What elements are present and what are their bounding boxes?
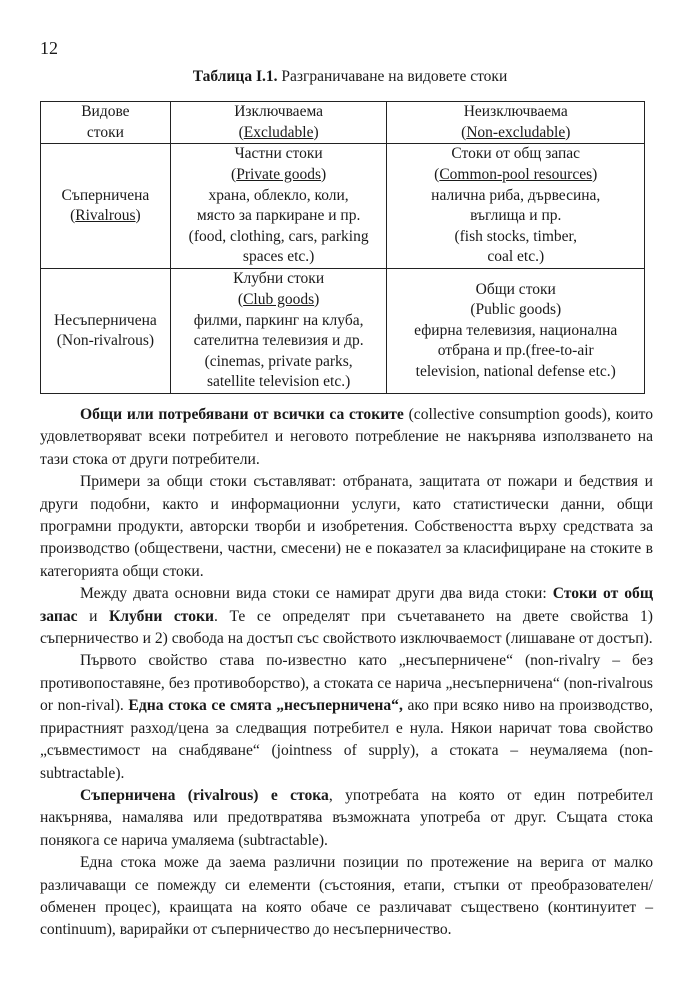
table-caption-title: Разграничаване на видовете стоки [277,68,508,85]
page-number: 12 [40,38,58,58]
p3-e: . Те се определят при съчетаването на двете свойства 1) съперничество и 2) свобода на достъп със свойството изключваемост (лишаване от достъп). [40,607,653,648]
table-row-non-rivalrous [41,269,645,394]
cell-public-goods [387,269,645,394]
common-pool-bg-1: налична риба, дървесина, [431,186,601,204]
club-goods-bg-1: филми, паркинг на клуба, [193,311,364,329]
club-goods-title: Клубни стоки [233,270,325,288]
row-label-non-rivalrous-bg: Несъперничена [54,311,157,329]
row-label-rivalrous-en-text: Rivalrous [75,207,136,225]
p3-c: и [77,607,109,625]
public-goods-en: (Public goods) [470,301,562,319]
row-label-non-rivalrous [41,269,171,394]
paragraph-1 [40,404,653,471]
table-corner-cell [41,102,171,144]
body-text [40,404,653,942]
cell-common-pool [387,144,645,269]
public-goods-bg-3: television, national defense etc.) [415,363,616,381]
common-pool-title: Стоки от общ запас [451,145,581,163]
table-caption [0,68,700,86]
public-goods-bg-1: ефирна телевизия, национална [414,321,618,339]
common-pool-en-text: Common-pool resources [439,166,593,183]
club-goods-en-text: Club goods [243,291,315,308]
private-goods-en: (Private goods) [231,166,327,183]
p1-text: (collective consumption goods), които удовлетворяват всеки потребител и неговото потребление не накърнява използването на тази стока от други потребители. [40,406,654,468]
row-label-non-rivalrous-en: (Non-rivalrous) [56,332,155,350]
paragraph-2: Примери за общи стоки съставляват: отбраната, защитата от пожари и бедствия и други подобни, както и информационни услуги, като статистически данни, общи програмни продукти, авторски творби и изобретения. Собствеността върху средствата за производство (обществени, частни, смесени) не е показател за класифициране на стоките в категорията общи стоки. [40,473,653,580]
p5-bold: Съперничена (rivalrous) е стока [80,786,329,804]
private-goods-en-1: (food, clothing, cars, parking [188,227,369,245]
cell-club-goods [170,269,387,394]
header-non-excludable-bg: Неизключваема [463,103,568,120]
common-pool-bg-2: въглища и пр. [470,207,562,225]
row-label-rivalrous-en: (Rivalrous) [70,207,141,225]
club-goods-en-1: (cinemas, private parks, [204,352,353,370]
p3-d: Клубни стоки [108,607,215,625]
table-row-rivalrous [41,144,645,269]
common-pool-en: (Common-pool resources) [434,166,598,183]
row-label-rivalrous [41,144,171,269]
public-goods-title: Общи стоки [475,280,556,298]
common-pool-en-2: coal etc.) [487,248,545,266]
paragraph-3 [40,583,653,650]
club-goods-bg-2: сателитна телевизия и др. [193,332,364,350]
corner-line-1: Видове [81,103,130,120]
p1-bold: Общи или потребявани от всички са стоките [80,406,404,423]
club-goods-en-2: satellite television etc.) [206,373,351,391]
row-label-rivalrous-bg: Съперничена [61,186,150,204]
private-goods-title: Частни стоки [234,145,323,163]
p4-c: ако при всяко ниво на производство, прирастният разход/цена за следващия потребител е нула. Някои наричат това свойство „съвместимост на снабдяване“ (jointness of supply), а стоката – неумаляема (non-subtractable). [40,697,653,782]
p4-b: Една стока се смята „несъперничена“, [128,697,403,715]
private-goods-en-text: Private goods [236,166,322,183]
p5-text: , употребата на която от един потребител накърнява, намалява или предотвратява възможната употреба от друг. Същата стока понякога се нарича умаляема (subtractable). [40,786,653,849]
header-excludable [170,102,387,144]
private-goods-en-2: spaces etc.) [242,248,315,266]
club-goods-en: (Club goods) [237,291,320,308]
header-excludable-bg: Изключваема [234,103,324,120]
p4-a: Първото свойство става по-известно като „несъперничене“ (non-rivalry – без противопоставяне, без противоборство), а стоката се нарича „несъперничена“ (non-rivalrous or non-rival). [40,652,653,715]
paragraph-6: Една стока може да заема различни позиции по протежение на верига от малко различаващи се помежду си елементи (състояния, етапи, стъпки от преобразователен/обменен процес), краищата на която обаче се различават съществено (континуитет – continuum), варирайки от съперничество до несъперничество. [40,854,653,939]
corner-line-2: стоки [86,123,124,141]
private-goods-bg-2: място за паркиране и пр. [196,207,361,225]
header-non-excludable [387,102,645,144]
table-header-row [41,102,645,144]
header-non-excludable-en: (Non-excludable) [461,123,571,141]
paragraph-5 [40,785,653,852]
goods-classification-table [40,101,645,394]
table-caption-label: Таблица I.1. [192,68,278,85]
header-excludable-en-text: Excludable [243,123,314,141]
header-non-excludable-en-text: Non-excludable [466,123,566,141]
paragraph-4 [40,650,653,784]
cell-private-goods [170,144,387,269]
p3-b: Стоки от общ запас [40,585,653,625]
p3-a: Между двата основни вида стоки се намират други два вида стоки: [80,585,553,603]
public-goods-bg-2: отбрана и пр.(free-to-air [437,342,594,360]
private-goods-bg-1: храна, облекло, коли, [208,186,349,204]
header-excludable-en: (Excludable) [238,123,319,141]
common-pool-en-1: (fish stocks, timber, [454,227,577,245]
